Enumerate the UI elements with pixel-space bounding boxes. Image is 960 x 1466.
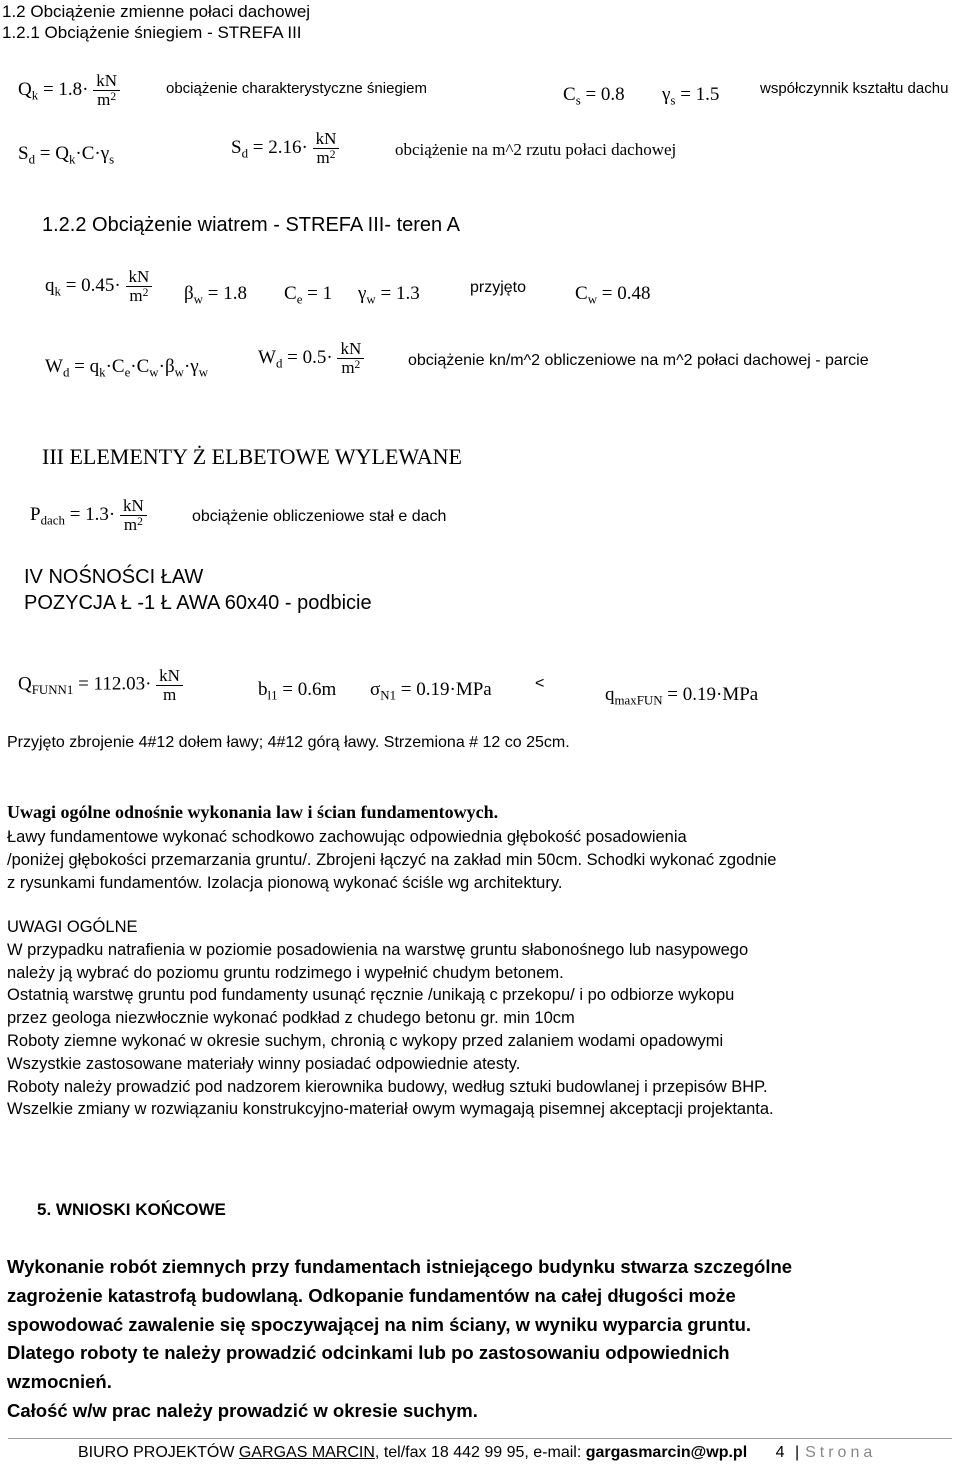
general-remarks-heading: UWAGI OGÓLNE: [7, 918, 138, 936]
gamma-s-value: $\gamma_s = 1.5$: [662, 84, 720, 108]
footer-prefix: BIURO PROJEKTÓW: [78, 1444, 239, 1461]
conclusions-line: wzmocnień.: [7, 1371, 112, 1393]
wind-qk-formula: $q_k = 0.45\cdot$ $\frac{kN}{m^2}$: [45, 268, 152, 305]
general-remarks-block: [7, 916, 955, 1121]
footer-separator: |: [794, 1444, 800, 1461]
general-notes-line: Ławy fundamentowe wykonać schodkowo zachowując odpowiednia głębokość posadowienia: [7, 828, 687, 846]
beta-w-value: $\beta_w = 1.8$: [184, 283, 247, 307]
conclusions-paragraph: [7, 1253, 955, 1426]
wd-value: $W_d = 0.5\cdot$ $\frac{kN}{m^2}$: [258, 340, 364, 377]
section-heading-concrete: III ELEMENTY Ż ELBETOWE WYLEWANE: [42, 444, 462, 469]
sd-description: obciążenie na m^2 rzutu połaci dachowej: [395, 140, 677, 159]
sd-formula: $S_d = Q_k\cdot C\cdot\gamma_s$: [18, 143, 115, 167]
general-notes-paragraph: [7, 826, 955, 894]
conclusions-line: Wykonanie robót ziemnych przy fundamentach istniejącego budynku stwarza szczególne: [7, 1256, 793, 1277]
ce-value: $C_e = 1$: [284, 283, 333, 307]
general-notes-line: z rysunkami fundamentów. Izolacja pionową wykonać ściśle wg architektury.: [7, 873, 563, 892]
footer: [78, 1444, 876, 1462]
cw-value: $C_w = 0.48$: [575, 283, 651, 307]
footer-page-number: 4: [775, 1444, 785, 1461]
footer-contact: , tel/fax 18 442 99 95, e-mail:: [374, 1444, 586, 1461]
section-heading-benches: IV NOŚNOŚCI ŁAW: [24, 566, 204, 588]
qk-description: obciążenie charakterystyczne śniegiem: [166, 80, 427, 97]
subsection-heading: 1.2.1 Obciążenie śniegiem - STREFA III: [2, 23, 302, 42]
conclusions-line: Całość w/w prac należy prowadzić w okresie suchym.: [7, 1399, 478, 1421]
cs-value: $C_s = 0.8$: [563, 84, 625, 108]
footer-company-name[interactable]: GARGAS MARCIN: [238, 1444, 375, 1461]
less-than-sign: <: [535, 675, 545, 692]
general-remarks-line: W przypadku natrafienia w poziomie posadowienia na warstwę gruntu słabonośnego lub nasypowego: [7, 940, 749, 959]
reinforcement-note: Przyjęto zbrojenie 4#12 dołem ławy; 4#12 górą ławy. Strzemiona # 12 co 25cm.: [7, 734, 570, 751]
p-dach-description: obciążenie obliczeniowe stał e dach: [192, 508, 447, 525]
b-l1-value: $b_{l1} = 0.6m$: [258, 679, 337, 703]
section-heading-conclusions: 5. WNIOSKI KOŃCOWE: [37, 1200, 226, 1219]
gamma-w-value: $\gamma_w = 1.3$: [358, 283, 420, 307]
q-funn1-formula: $Q_{FUNN1} = 112.03\cdot$ $\frac{kN}{m}$: [18, 667, 183, 704]
qk-formula: $Q_k = 1.8\cdot$ $\frac{kN}{m^2}$: [18, 72, 120, 109]
shape-coefficient-label: współczynnik kształtu dachu: [760, 80, 949, 97]
general-remarks-line: Roboty ziemne wykonać w okresie suchym, chronią c wykopy przed zalaniem wodami opadowymi: [7, 1031, 724, 1050]
wd-formula: $W_d = q_k\cdot C_e\cdot C_w\cdot\beta_w\cdot\gamma_w$: [45, 356, 209, 380]
przyjeto-label: przyjęto: [470, 279, 527, 296]
conclusions-line: Dlatego roboty te należy prowadzić odcinkami lub po zastosowaniu odpowiednich: [7, 1342, 730, 1364]
footer-email[interactable]: gargasmarcin@wp.pl: [585, 1444, 748, 1461]
footer-page-label: Strona: [805, 1444, 877, 1461]
general-remarks-line: Wszystkie zastosowane materiały winny posiadać odpowiednie atesty.: [7, 1054, 521, 1073]
sd-value: $S_d = 2.16\cdot$ $\frac{kN}{m^2}$: [231, 130, 339, 167]
sigma-n1-value: $\sigma_{N1} = 0.19\cdot MPa$: [370, 679, 492, 703]
general-remarks-line: należy ją wybrać do poziomu gruntu rodzimego i wypełnić chudym betonem.: [7, 963, 564, 982]
wd-description: obciążenie kn/m^2 obliczeniowe na m^2 połaci dachowej - parcie: [408, 352, 869, 369]
section-heading: 1.2 Obciążenie zmienne połaci dachowej: [2, 2, 311, 21]
general-remarks-line: przez geologa niezwłocznie wykonać podkład z chudego betonu gr. min 10cm: [7, 1009, 575, 1028]
footer-divider: [8, 1438, 952, 1439]
p-dach-formula: $P_{dach} = 1.3\cdot$ $\frac{kN}{m^2}$: [30, 497, 147, 534]
subsection-heading-wind: 1.2.2 Obciążenie wiatrem - STREFA III- teren A: [42, 214, 460, 236]
conclusions-line: zagrożenie katastrofą budowlaną. Odkopanie fundamentów na całej długości może: [7, 1284, 736, 1306]
general-notes-heading: Uwagi ogólne odnośnie wykonania law i ścian fundamentowych.: [7, 802, 499, 822]
q-max-fun-value: $q_{maxFUN} = 0.19\cdot MPa$: [605, 684, 759, 708]
general-remarks-line: Ostatnią warstwę gruntu pod fundamenty usunąć ręcznie /unikają c przekopu/ i po odbiorze wykopu: [7, 986, 735, 1005]
position-heading: POZYCJA Ł -1 Ł AWA 60x40 - podbicie: [24, 592, 372, 614]
general-notes-line: /poniżej głębokości przemarzania gruntu/. Zbrojeni łączyć na zakład min 50cm. Schodki wykonać zgodnie: [7, 850, 777, 869]
general-remarks-line: Roboty należy prowadzić pod nadzorem kierownika budowy, według sztuki budowlanej i przepisów BHP.: [7, 1077, 768, 1096]
general-remarks-line: Wszelkie zmiany w rozwiązaniu konstrukcyjno-materiał owym wymagają pisemnej akceptacji projektanta.: [7, 1100, 774, 1119]
conclusions-line: spowodować zawalenie się spoczywającej na nim ściany, w wyniku wyparcia gruntu.: [7, 1313, 752, 1335]
